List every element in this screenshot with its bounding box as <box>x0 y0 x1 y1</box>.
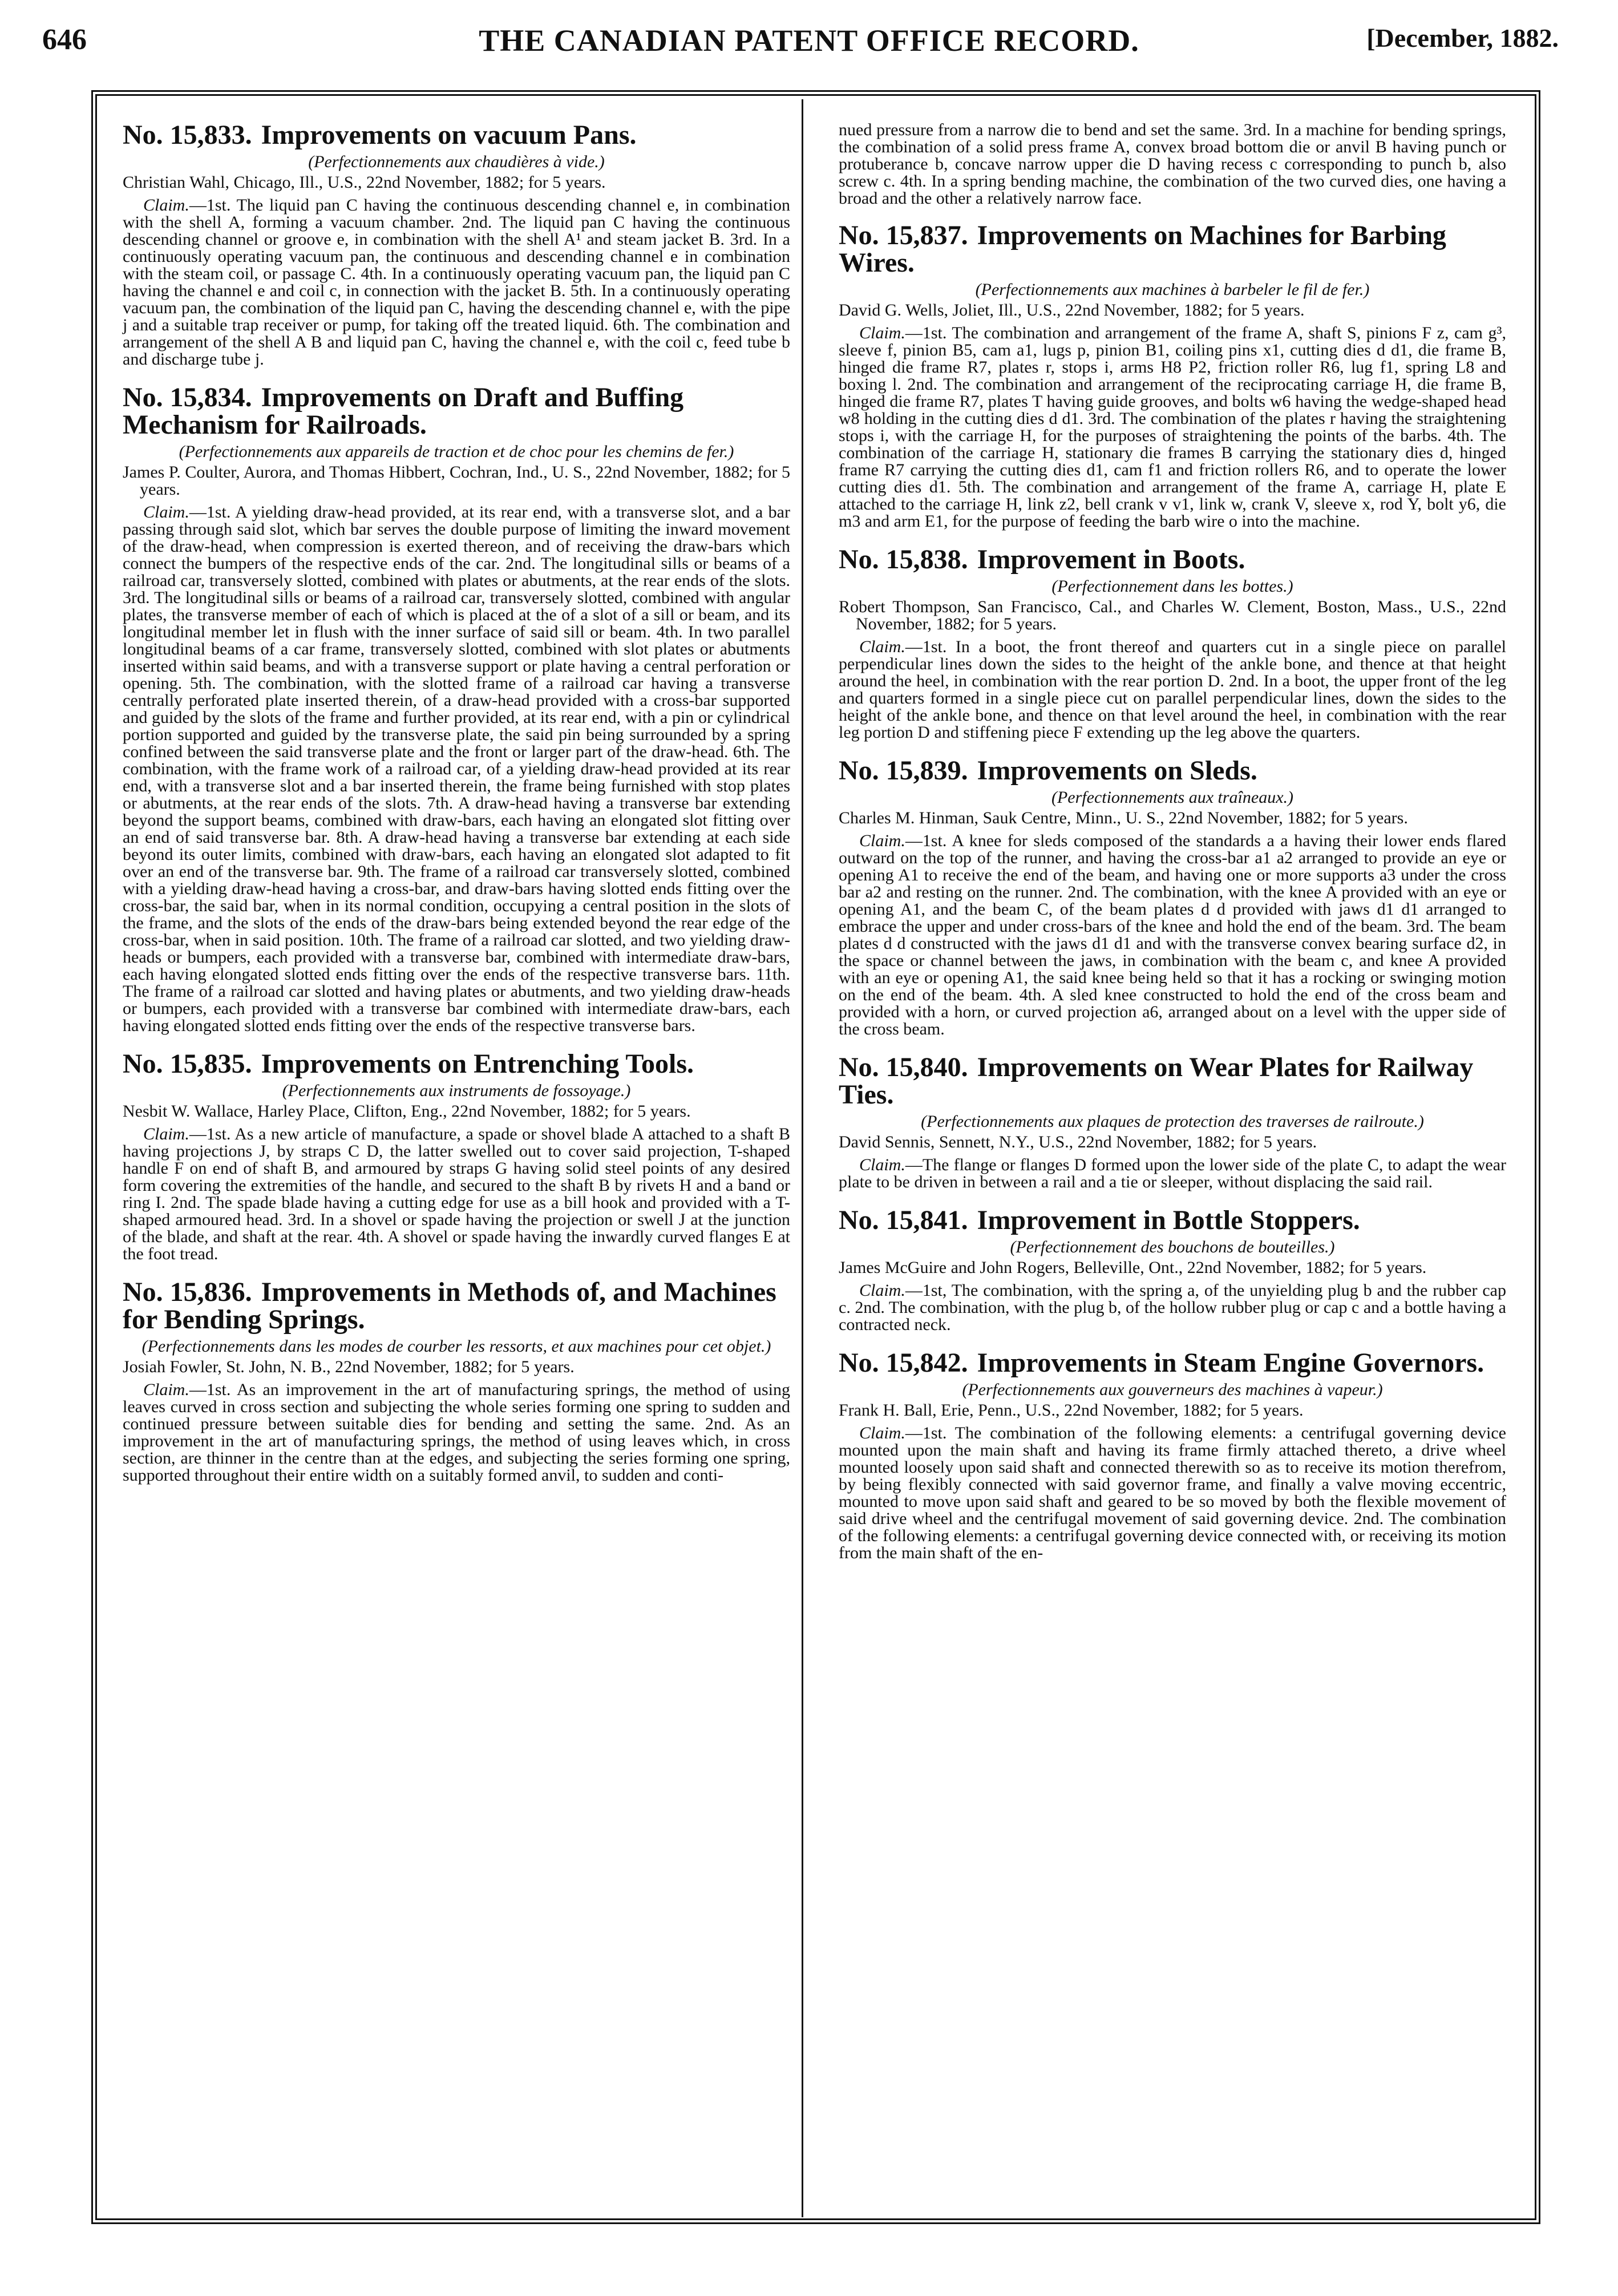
patent-number: No. 15,835. <box>123 1049 252 1079</box>
claim-label: Claim. <box>859 1281 905 1300</box>
patent-number: No. 15,842. <box>839 1348 968 1378</box>
claim-label: Claim. <box>859 1424 905 1442</box>
patent-name: Improvements in Steam Engine Governors. <box>977 1348 1484 1378</box>
page-header <box>0 23 1618 68</box>
claim-text <box>839 1157 1506 1191</box>
patent-title <box>839 1054 1506 1109</box>
claim-body: —1st. As a new article of manufacture, a spade or shovel blade A attached to a shaft B having projections J, by straps C D, the latter swelled out to cover said projection, T-shaped handle F on end of shaft B, and armoured by straps G having solid steel points of any desired form covering the extremities of the handle, and secured to the shaft B by rivets H and a band or ring I. 2nd. The spade blade having a cutting edge for use as a bill hook and provided with a T-shaped armoured head. 3rd. In a shovel or spade having the projection or swell J at the junction of the blade, and shaft at the rear. 4th. A shovel or spade having the inwardly curved flanges E at the foot tread. <box>123 1125 790 1263</box>
patent-name: Improvement in Bottle Stoppers. <box>977 1205 1360 1235</box>
patent-name: Improvements on Sleds. <box>977 755 1257 786</box>
claim-text <box>123 504 790 1034</box>
patent-french-title: (Perfectionnements aux machines à barbeler le fil de fer.) <box>975 280 1370 299</box>
claim-body: —1st. As an improvement in the art of manufacturing springs, the method of using leaves curved in cross section and subjecting the whole series forming one spring to sudden and continued pressure between suitable dies for bending and setting the same. 2nd. As an improvement in the art of manufacturing springs, the method of using leaves which, in cross section, are thinner in the centre than at the edges, and subjecting the series forming one spring, supported throughout their entire width on a suitably formed anvil, to sudden and conti- <box>123 1380 790 1485</box>
patent-name: Improvement in Boots. <box>977 544 1245 575</box>
publication-title: THE CANADIAN PATENT OFFICE RECORD. <box>479 23 1139 58</box>
patent-entry <box>839 757 1506 1038</box>
patent-title <box>123 122 790 149</box>
claim-label: Claim. <box>143 196 189 215</box>
patent-name: Improvements in Methods of, and Machines for Bending Springs. <box>123 1277 776 1335</box>
patent-french-title: (Perfectionnements aux chaudières à vide.) <box>308 152 605 171</box>
patent-entry <box>123 384 790 1034</box>
patent-entry <box>839 546 1506 741</box>
patent-entry <box>123 1279 790 1484</box>
column-divider <box>802 99 803 2217</box>
patentee: James McGuire and John Rogers, Belleville, Ont., 22nd November, 1882; for 5 years. <box>839 1258 1427 1277</box>
patent-title <box>839 1207 1506 1234</box>
patent-entry <box>839 222 1506 530</box>
patent-title <box>123 1279 790 1333</box>
patent-french-title: (Perfectionnements aux instruments de fossoyage.) <box>282 1081 631 1100</box>
patent-french-title: (Perfectionnements aux traîneaux.) <box>1051 788 1294 807</box>
patentee: Nesbit W. Wallace, Harley Place, Clifton, Eng., 22nd November, 1882; for 5 years. <box>123 1102 691 1121</box>
claim-text <box>123 1381 790 1484</box>
patent-title <box>839 757 1506 785</box>
patent-number: No. 15,839. <box>839 755 968 786</box>
patentee: Frank H. Ball, Erie, Penn., U.S., 22nd November, 1882; for 5 years. <box>839 1401 1304 1420</box>
claim-label: Claim. <box>143 503 189 522</box>
claim-label: Claim. <box>859 324 905 342</box>
patent-entry <box>123 1050 790 1263</box>
claim-body: —1st, The combination, with the spring a, of the unyielding plug b and the rubber cap c. 2nd. The combination, with the plug b, of the hollow rubber plug or cap c and a bottle having a contracted neck. <box>839 1281 1506 1334</box>
patent-french-title: (Perfectionnements aux plaques de protection des traverses de railroute.) <box>921 1112 1424 1131</box>
claim-text <box>839 832 1506 1038</box>
patent-entry <box>839 1349 1506 1562</box>
patent-title <box>839 222 1506 277</box>
patent-entry <box>123 122 790 368</box>
patentee: James P. Coulter, Aurora, and Thomas Hibbert, Cochran, Ind., U. S., 22nd November, 1882; for 5 years. <box>123 463 790 499</box>
patent-name: Improvements on Wear Plates for Railway Ties. <box>839 1052 1474 1110</box>
patent-name: Improvements on Entrenching Tools. <box>261 1049 694 1079</box>
patentee: David G. Wells, Joliet, Ill., U.S., 22nd November, 1882; for 5 years. <box>839 301 1305 320</box>
patent-name: Improvements on vacuum Pans. <box>261 120 637 150</box>
patent-french-title: (Perfectionnements aux gouverneurs des machines à vapeur.) <box>962 1380 1383 1399</box>
patent-number: No. 15,837. <box>839 220 968 250</box>
continuation-text: nued pressure from a narrow die to bend and set the same. 3rd. In a machine for bending springs, the combination of a solid press frame A, convex broad bottom die or anvil B having punch or protuberance b, concave narrow upper die D having recess c corresponding to punch b, also screw c. 4th. In a spring bending machine, the combination of the two curved dies, one having a broad and the other a relatively narrow face. <box>839 120 1506 208</box>
claim-text <box>123 1126 790 1263</box>
claim-body: —1st. The combination of the following elements: a centrifugal governing device mounted upon the main shaft and having its frame firmly attached thereto, a drive wheel mounted loosely upon said shaft and connected therewith so as to receive its motion therefrom, by being flexibly connected with said governor frame, and finally a valve moving eccentric, mounted to move upon said shaft and geared to be so moved by both the flexible movement of said drive wheel and the centrifugal movement of said governing device. 2nd. The combination of the following elements: a centrifugal governing device connected with, or receiving its motion from the main shaft of the en- <box>839 1424 1506 1562</box>
patent-name: Improvements on Draft and Buffing Mechanism for Railroads. <box>123 382 684 440</box>
patent-title <box>839 546 1506 573</box>
patent-french-title: (Perfectionnement dans les bottes.) <box>1051 577 1293 596</box>
claim-text <box>839 325 1506 530</box>
claim-label: Claim. <box>859 1155 905 1174</box>
claim-text <box>123 197 790 368</box>
patent-french-title: (Perfectionnement des bouchons de bouteilles.) <box>1010 1238 1335 1256</box>
page-frame <box>91 90 1540 2224</box>
patent-entry <box>839 1207 1506 1333</box>
claim-body: —1st. The liquid pan C having the continuous descending channel e, in combination with the shell A, forming a vacuum chamber. 2nd. The liquid pan C having the continuous descending channel or groove e, in combination with the shell A¹ and steam jacket B. 3rd. In a continuously operating vacuum pan, the continuous and descending channel e in combination with the steam coil, or passage C. 4th. In a continuously operating vacuum pan, the liquid pan C having the channel e and coil c, in connection with the jacket B. 5th. In a continuously operating vacuum pan, the combination of the liquid pan C, having the descending channel e, with the pipe j and a suitable trap receiver or pump, for taking off the treated liquid. 6th. The combination and arrangement of the shell A B and liquid pan C, having the channel e, with the coil c, feed tube b and discharge tube j. <box>123 196 790 369</box>
claim-body: —The flange or flanges D formed upon the lower side of the plate C, to adapt the wear plate to be driven in between a rail and a tie or sleeper, without displacing the said rail. <box>839 1155 1506 1191</box>
page-number: 646 <box>42 23 87 56</box>
claim-label: Claim. <box>143 1380 189 1399</box>
claim-body: —1st. In a boot, the front thereof and quarters cut in a single piece on parallel perpendicular lines down the sides to the height of the ankle bone, and thence at that height around the heel, in combination with the rear portion D. 2nd. In a boot, the upper front of the leg and quarters formed in a single piece cut on parallel perpendicular lines, down the sides to the height of the ankle bone, and thence on that level around the heel, in combination with the rear leg portion D and stiffening piece F extending up the leg above the quarters. <box>839 637 1506 742</box>
patentee: Christian Wahl, Chicago, Ill., U.S., 22nd November, 1882; for 5 years. <box>123 173 606 192</box>
claim-body: —1st. A knee for sleds composed of the standards a a having their lower ends flared outward on the top of the runner, and having the cross-bar a1 a2 arranged to provide an eye or opening A1 to receive the end of the beam, and having one or more supports a3 under the cross bar a2 and resting on the runner. 2nd. The combination, with the knee A provided with an eye or opening A1, and the beam C, of the beam plates d d provided with jaws d1 d1 arranged to embrace the upper and under cross-bars of the knee and hold the end of the beam. 3rd. The beam plates d d constructed with the jaws d1 d1 and with the transverse convex bearing surface d2, in the space or channel between the jaws, in combination with the beam c, and knee A provided with an eye or opening A1, the said knee being held so that it has a rocking or swinging motion on the end of the beam. 4th. A sled knee constructed to hold the end of the cross beam and provided with a horn, or curved projection a6, arranged about on a level with the upper side of the cross beam. <box>839 831 1506 1038</box>
claim-text <box>839 1425 1506 1562</box>
patentee: Charles M. Hinman, Sauk Centre, Minn., U. S., 22nd November, 1882; for 5 years. <box>839 809 1408 827</box>
patent-number: No. 15,836. <box>123 1277 252 1307</box>
patent-title <box>123 1050 790 1078</box>
patent-french-title: (Perfectionnements dans les modes de courber les ressorts, et aux machines pour cet objet.) <box>141 1337 771 1356</box>
claim-text <box>839 638 1506 741</box>
claim-body: —1st. The combination and arrangement of the frame A, shaft S, pinions F z, cam g³, sleeve f, pinion B5, cam a1, lugs p, pinion B1, coiling pins x1, cutting dies d d1, die frame B, hinged die frame R7, plates r, stops i, arms H8 P2, friction roller R6, lug f1, spring L8 and boxing l. 2nd. The combination and arrangement of the reciprocating carriage H, die frame B, hinged die frame R7, plates T having guide grooves, and bolts w6 having the wedge-shaped head w8 holding in the cutting dies d d1. 3rd. The combination of the plates r having the straightening stops i, with the carriage H, for the purposes of straightening the points of the barbs. 4th. The combination of the carriage H, stationary die frames B carrying the stationary dies d, hinged frame R7 carrying the cutting dies d1, cam f1 and friction rollers R6, and to operate the lower cutting dies d1. 5th. The combination and arrangement of the frame A, carriage H, plate E attached to the carriage H, link z2, bell crank v v1, link w, crank V, sleeve x, rod Y, bolt y6, die m3 and arm E1, for the purpose of feeding the barb wire o into the machine. <box>839 324 1506 531</box>
right-column <box>839 122 1506 1578</box>
patent-number: No. 15,834. <box>123 382 252 413</box>
patent-number: No. 15,838. <box>839 544 968 575</box>
patent-title <box>123 384 790 439</box>
patentee: Josiah Fowler, St. John, N. B., 22nd November, 1882; for 5 years. <box>123 1357 575 1376</box>
patent-number: No. 15,840. <box>839 1052 968 1082</box>
claim-label: Claim. <box>859 831 905 850</box>
patent-entry <box>839 1054 1506 1191</box>
patent-name: Improvements on Machines for Barbing Wires. <box>839 220 1446 278</box>
claim-label: Claim. <box>859 637 905 656</box>
left-column <box>123 122 790 1500</box>
patent-number: No. 15,841. <box>839 1205 968 1235</box>
patentee: Robert Thompson, San Francisco, Cal., and Charles W. Clement, Boston, Mass., U.S., 22nd November, 1882; for 5 years. <box>839 597 1506 633</box>
claim-label: Claim. <box>143 1125 189 1143</box>
patent-number: No. 15,833. <box>123 120 252 150</box>
patent-title <box>839 1349 1506 1377</box>
issue-date: [December, 1882. <box>1366 23 1559 52</box>
right-entries <box>839 222 1506 1562</box>
claim-text <box>839 1282 1506 1333</box>
patent-french-title: (Perfectionnements aux appareils de traction et de choc pour les chemins de fer.) <box>179 442 734 461</box>
patentee: David Sennis, Sennett, N.Y., U.S., 22nd November, 1882; for 5 years. <box>839 1133 1317 1151</box>
claim-body: —1st. A yielding draw-head provided, at its rear end, with a transverse slot, and a bar passing through said slot, which bar serves the double purpose of limiting the inward movement of the draw-head, when compression is exerted thereon, and of receiving the draw-bars which connect the bumpers of the respective ends of the car. 2nd. The longitudinal sills or beams of a railroad car, transversely slotted, combined with plates or abutments, at the rear ends of the slots. 3rd. The longitudinal sills or beams of a railroad car, transversely slotted, combined with angular plates, the transverse member of each of which is placed at the of a slot of a sill or beam, and its longitudinal member let in flush with the inner surface of said sill or beam. 4th. In two parallel longitudinal beams of a car frame, transversely slotted, combined with slot plates or abutments inserted within said beams, and with a transverse support or plate having a central perforation or opening. 5th. The combination, with the slotted frame of a railroad car having a transverse centrally perforated plate inserted therein, of a draw-head provided with a cross-bar supported and guided by the slots of the frame and further provided, at its rear end, with a pin or cylindrical portion supported and guided by the transverse plate, the said pin being surrounded by a spring confined between the said transverse plate and the front or larger part of the draw-head. 6th. The combination, with the frame work of a railroad car, of a yielding draw-head provided at its rear end, with a transverse slot and a bar inserted therein, the frame being furnished with stop plates or abutments, at the rear ends of the slots. 7th. A draw-head having a transverse bar extending beyond the support beams, combined with draw-bars, each having an elongated slot fitting over an end of said transverse bar. 8th. A draw-head having a transverse bar extending at each side beyond its outer limits, combined with draw-bars, each having an elongated slot adapted to fit over an end of the transverse bar. 9th. The frame of a railroad car transversely slotted, combined with a yielding draw-head having a cross-bar, and draw-bars having slotted ends fitting over the cross-bar, the said bar, when in its normal condition, occupying a central position in the slots of the frame, and the slots of the ends of the draw-bars being extended beyond the rear edge of the cross-bar, when in said position. 10th. The frame of a railroad car slotted, and two yielding draw-heads or bumpers, each provided with a transverse bar, combined with intermediate draw-bars, each having elongated slotted ends fitting over the ends of the respective transverse bars. 11th. The frame of a railroad car slotted and having plates or abutments, and two yielding draw-heads or bumpers, each provided with a transverse bar combined with intermediate draw-bars, each having elongated slotted ends fitting over the ends of the respective transverse bars. <box>123 503 790 1035</box>
